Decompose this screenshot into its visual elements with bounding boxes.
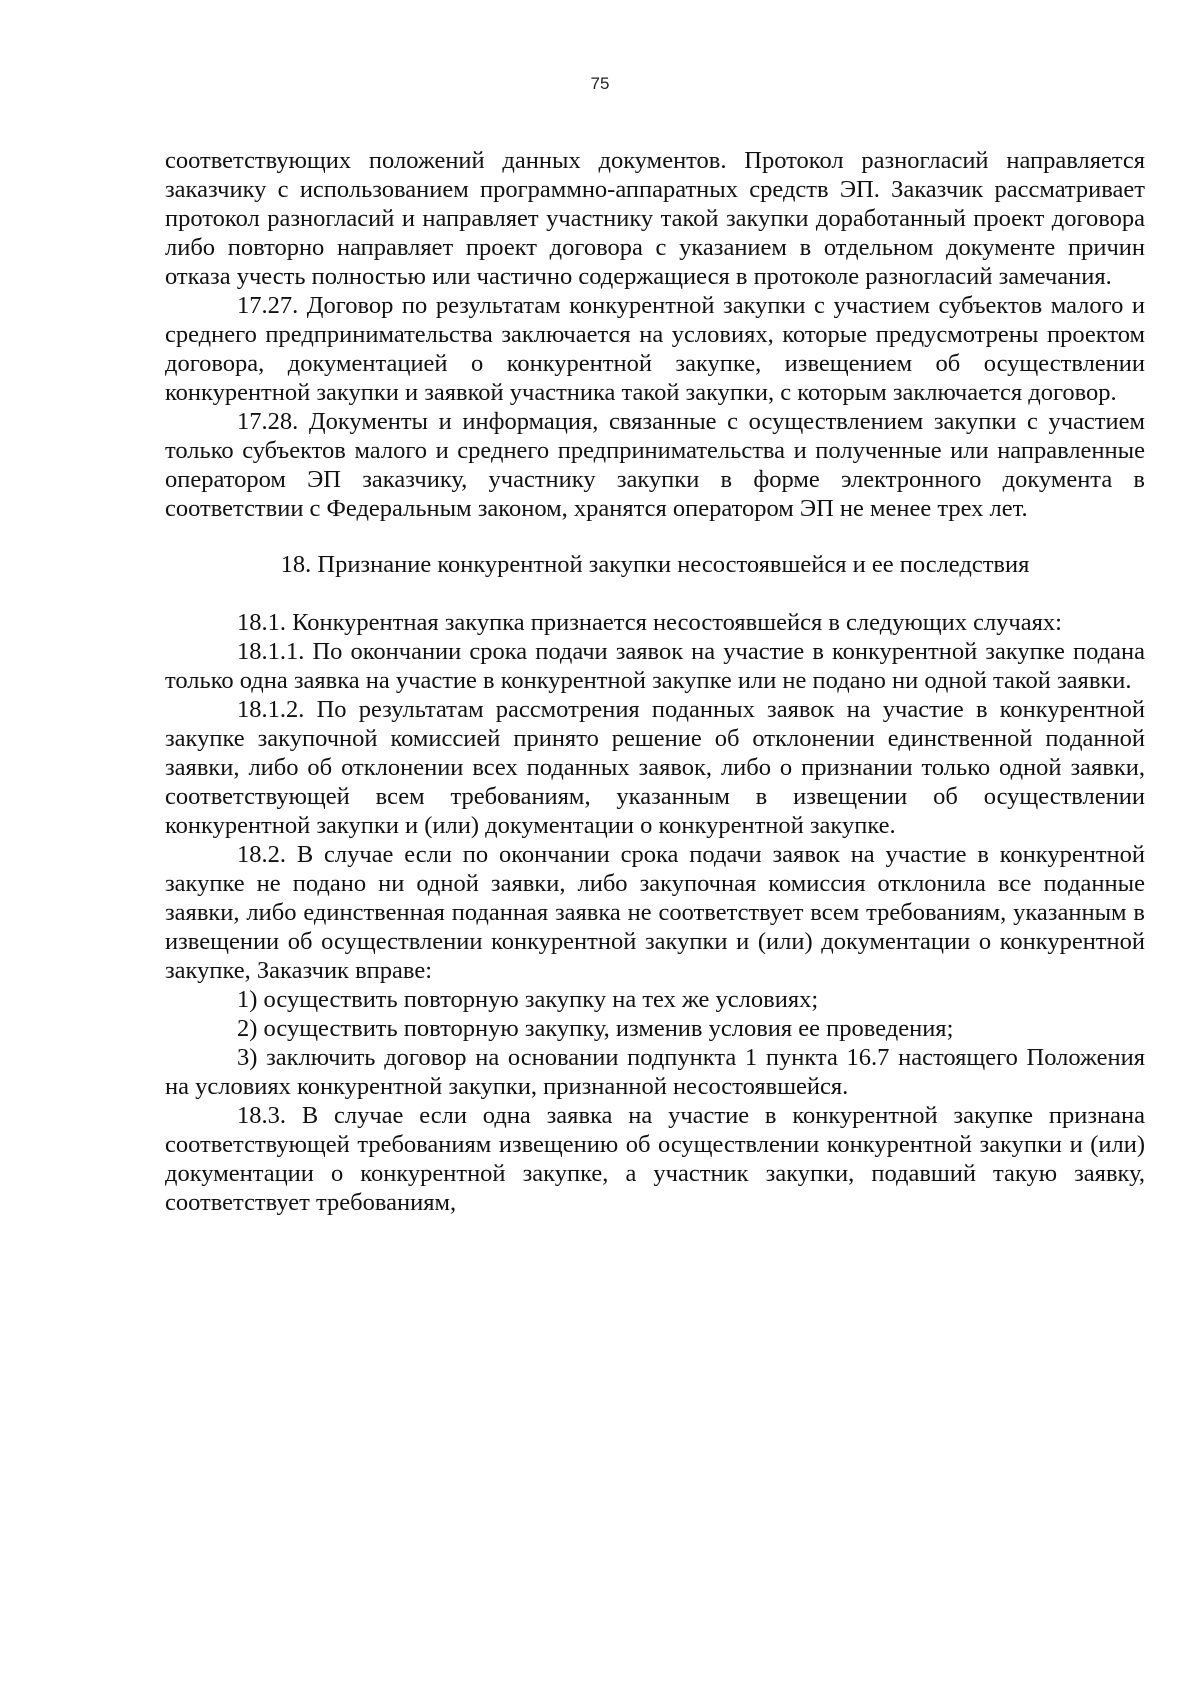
paragraph-continuation: соответствующих положений данных документов. Протокол разногласий направляется заказчику с использованием программно-аппаратных средств ЭП. Заказчик рассматривает протокол разногласий и направляет участнику такой закупки доработанный проект договора либо повторно направляет проект договора с указанием в отдельном документе причин отказа учесть полностью или частично содержащиеся в протоколе разногласий замечания. <box>165 147 1145 290</box>
document-body <box>165 146 1145 1217</box>
paragraph-17-28: 17.28. Документы и информация, связанные с осуществлением закупки с участием только субъектов малого и среднего предпринимательства и полученные или направленные оператором ЭП заказчику, участнику закупки в форме электронного документа в соответствии с Федеральным законом, хранятся оператором ЭП не менее трех лет. <box>165 408 1145 522</box>
paragraph-18-1-1: 18.1.1. По окончании срока подачи заявок на участие в конкурентной закупке подана только одна заявка на участие в конкурентной закупке или не подано ни одной такой заявки. <box>165 638 1145 694</box>
list-item-2: 2) осуществить повторную закупку, изменив условия ее проведения; <box>237 1015 954 1042</box>
paragraph-18-1-2: 18.1.2. По результатам рассмотрения поданных заявок на участие в конкурентной закупке закупочной комиссией принято решение об отклонении единственной поданной заявки, либо об отклонении всех поданных заявок, либо о признании только одной заявки, соответствующей всем требованиям, указанным в извещении об осуществлении конкурентной закупки и (или) документации о конкурентной закупке. <box>165 696 1145 839</box>
paragraph-18-2: 18.2. В случае если по окончании срока подачи заявок на участие в конкурентной закупке не подано ни одной заявки, либо закупочная комиссия отклонила все поданные заявки, либо единственная поданная заявка не соответствует всем требованиям, указанным в извещении об осуществлении конкурентной закупки и (или) документации о конкурентной закупке, Заказчик вправе: <box>165 841 1145 984</box>
paragraph-18-3: 18.3. В случае если одна заявка на участие в конкурентной закупке признана соответствующей требованиям извещению об осуществлении конкурентной закупки и (или) документации о конкурентной закупке, а участник закупки, подавший такую заявку, соответствует требованиям, <box>165 1102 1145 1216</box>
section-heading-18: 18. Признание конкурентной закупки несостоявшейся и ее последствия <box>280 551 1030 578</box>
paragraph-17-27: 17.27. Договор по результатам конкурентной закупки с участием субъектов малого и среднего предпринимательства заключается на условиях, которые предусмотрены проектом договора, документацией о конкурентной закупке, извещением об осуществлении конкурентной закупки и заявкой участника такой закупки, с которым заключается договор. <box>165 292 1145 406</box>
list-item-3: 3) заключить договор на основании подпункта 1 пункта 16.7 настоящего Положения на условиях конкурентной закупки, признанной несостоявшейся. <box>165 1044 1145 1100</box>
page-number: 75 <box>590 74 610 93</box>
paragraph-18-1: 18.1. Конкурентная закупка признается несостоявшейся в следующих случаях: <box>237 609 1062 636</box>
list-item-1: 1) осуществить повторную закупку на тех же условиях; <box>237 986 819 1013</box>
